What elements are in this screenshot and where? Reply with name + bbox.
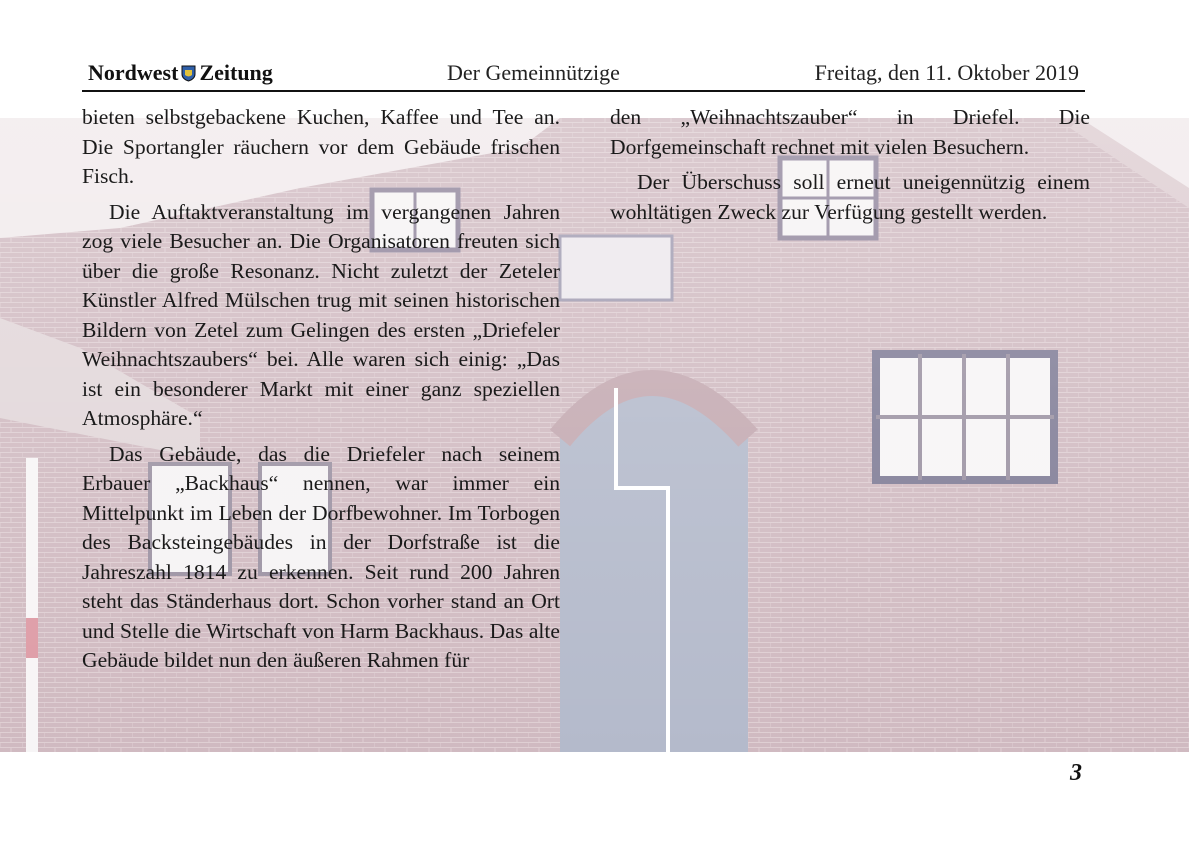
paragraph: den „Weihnachtszauber“ in Driefel. Die Dorfgemeinschaft rechnet mit vielen Besuchern. [610, 105, 1090, 159]
paragraph: Das Gebäude, das die Driefeler nach seinem Erbauer „Backhaus“ nennen, war immer ein Mittelpunkt im Leben der Dorfbewohner. Im Torbogen des Backsteingebäudes in der Dorfstraße ist die Jahreszahl 1814 zu erkennen. Seit rund 200 Jahren steht das Ständerhaus dort. Schon vorher stand an Ort und Stelle die Wirtschaft von Harm Backhaus. Das alte Gebäude bildet nun den äußeren Rahmen für [82, 441, 560, 672]
brand-left: Nordwest [88, 60, 179, 85]
issue-date: Freitag, den 11. Oktober 2019 [814, 60, 1079, 85]
paragraph: bieten selbstgebackene Kuchen, Kaffee und Tee an. Die Sportangler räuchern vor dem Gebäude frischen Fisch. [82, 105, 560, 188]
coat-of-arms-icon [181, 62, 196, 79]
paragraph: Der Überschuss soll erneut uneigennützig einem wohltätigen Zweck zur Verfügung gestellt werden. [610, 170, 1090, 224]
paragraph: Die Auftaktveranstaltung im vergangenen Jahren zog viele Besucher an. Die Organisatoren freuten sich über die große Resonanz. Nicht zuletzt der Zeteler Künstler Alfred Mülschen trug mit seinen historischen Bildern von Zetel zum Gelingen des ersten „Driefeler Weihnachtszaubers“ bei. Alle waren sich einig: „Das ist ein besonderer Markt mit einer ganz speziellen Atmosphäre.“ [82, 199, 560, 430]
publication-title: Der Gemeinnützige [447, 60, 620, 85]
article-column-right [610, 103, 1090, 233]
brand-right: Zeitung [199, 60, 273, 85]
page-header [82, 58, 1085, 92]
article-column-left [82, 103, 560, 682]
newspaper-brand [88, 60, 273, 86]
page-number: 3 [1070, 760, 1082, 786]
